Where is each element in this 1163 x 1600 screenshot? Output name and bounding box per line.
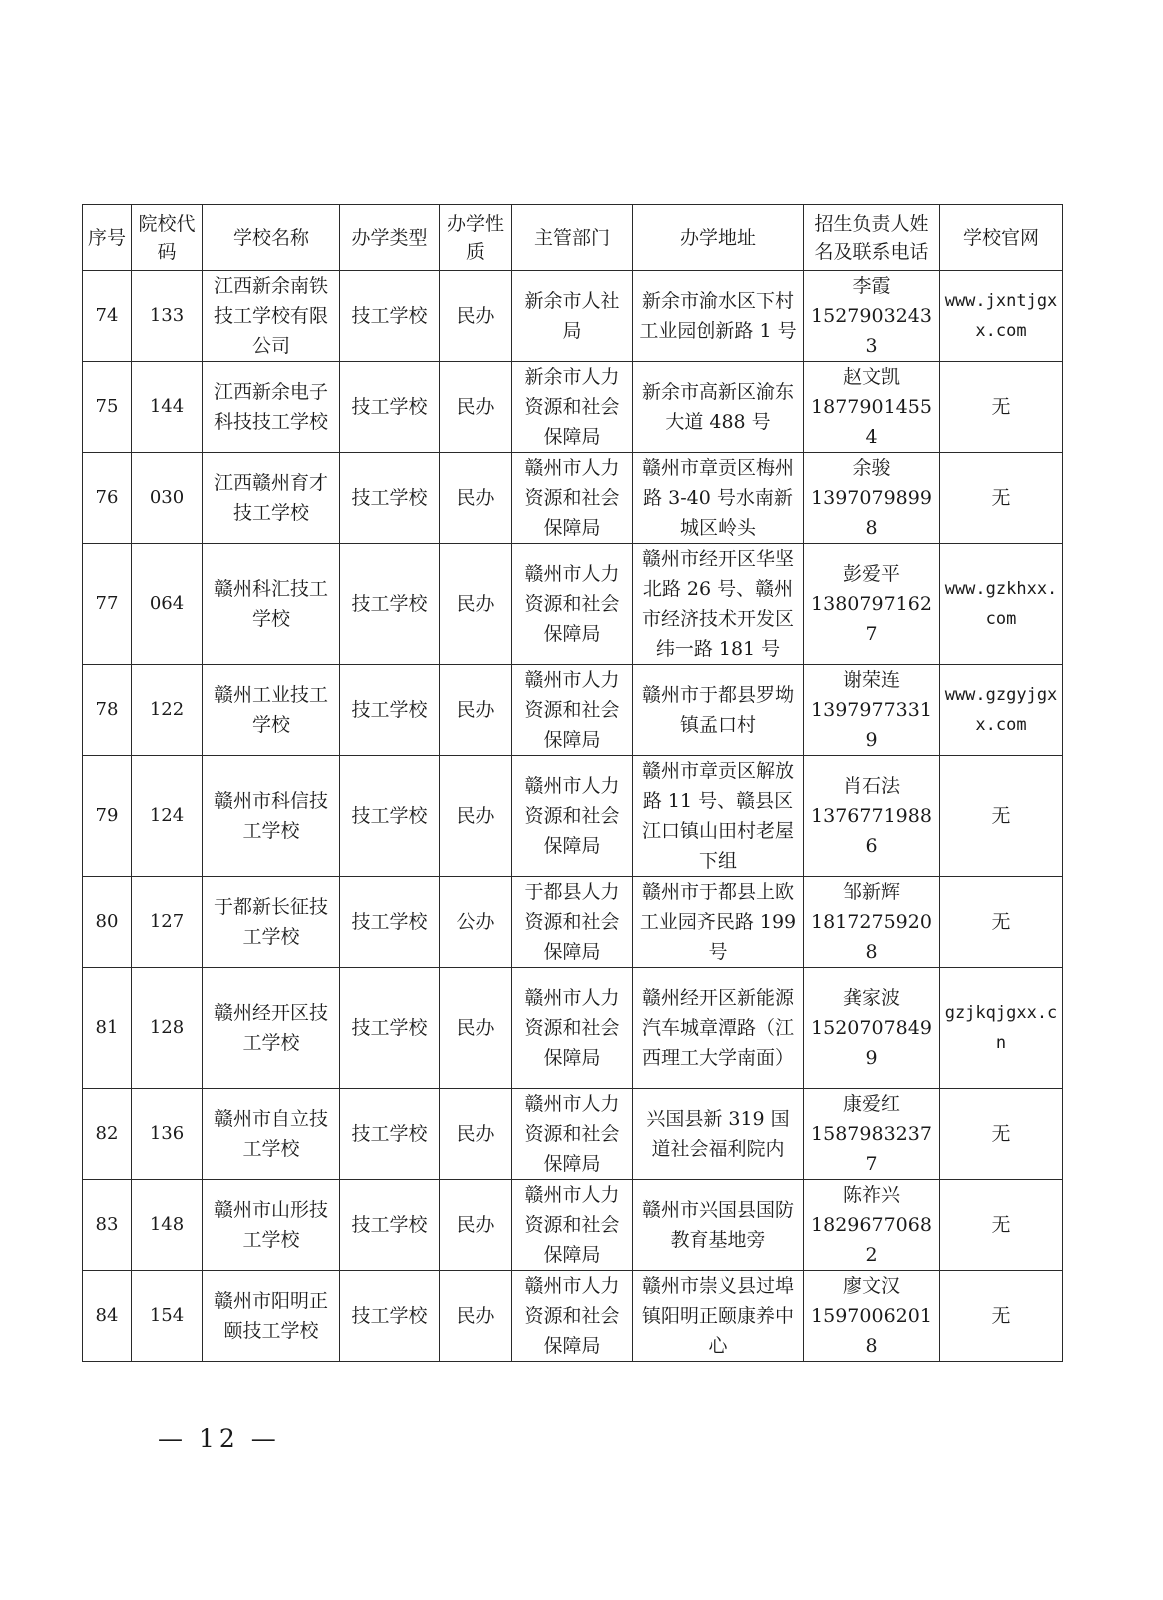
- cell-seq: 76: [83, 453, 132, 544]
- contact-phone: 15970062018: [811, 1305, 932, 1357]
- cell-nature: 民办: [440, 271, 512, 362]
- cell-dept: 赣州市人力资源和社会保障局: [512, 1089, 633, 1180]
- cell-seq: 79: [83, 756, 132, 877]
- cell-dept: 赣州市人力资源和社会保障局: [512, 665, 633, 756]
- cell-code: 127: [132, 877, 203, 968]
- cell-website: 无: [940, 1271, 1063, 1362]
- contact-phone: 18779014554: [811, 396, 932, 448]
- table-row: [83, 756, 1063, 877]
- cell-contact: [804, 1271, 940, 1362]
- cell-code: 064: [132, 544, 203, 665]
- cell-website: 无: [940, 877, 1063, 968]
- cell-code: 133: [132, 271, 203, 362]
- cell-contact: [804, 1180, 940, 1271]
- cell-address: 兴国县新 319 国道社会福利院内: [633, 1089, 804, 1180]
- cell-website: 无: [940, 1180, 1063, 1271]
- cell-code: 148: [132, 1180, 203, 1271]
- cell-website: www.jxntjgxx.com: [940, 271, 1063, 362]
- cell-contact: [804, 756, 940, 877]
- cell-dept: 新余市人社局: [512, 271, 633, 362]
- cell-nature: 民办: [440, 756, 512, 877]
- cell-name: 江西新余南铁技工学校有限公司: [203, 271, 340, 362]
- header-type: 办学类型: [340, 205, 440, 271]
- cell-name: 赣州市山形技工学校: [203, 1180, 340, 1271]
- table-row: [83, 362, 1063, 453]
- cell-nature: 民办: [440, 1180, 512, 1271]
- contact-phone: 18172759208: [811, 911, 932, 963]
- cell-name: 赣州科汇技工学校: [203, 544, 340, 665]
- cell-address: 赣州市经开区华坚北路 26 号、赣州市经济技术开发区纬一路 181 号: [633, 544, 804, 665]
- contact-name: 陈祚兴: [842, 1184, 900, 1206]
- cell-website: 无: [940, 756, 1063, 877]
- header-contact: 招生负责人姓名及联系电话: [804, 205, 940, 271]
- cell-name: 赣州经开区技工学校: [203, 968, 340, 1089]
- header-code: 院校代码: [132, 205, 203, 271]
- cell-dept: 赣州市人力资源和社会保障局: [512, 756, 633, 877]
- contact-name: 李霞: [852, 275, 891, 297]
- contact-name: 彭爱平: [842, 563, 900, 585]
- cell-name: 江西赣州育才技工学校: [203, 453, 340, 544]
- cell-nature: 民办: [440, 544, 512, 665]
- cell-address: 赣州市崇义县过埠镇阳明正颐康养中心: [633, 1271, 804, 1362]
- contact-name: 康爱红: [842, 1093, 900, 1115]
- contact-name: 谢荣连: [842, 669, 900, 691]
- cell-dept: 于都县人力资源和社会保障局: [512, 877, 633, 968]
- table-row: [83, 877, 1063, 968]
- header-name: 学校名称: [203, 205, 340, 271]
- contact-phone: 15279032433: [811, 305, 932, 357]
- table-header-row: [83, 205, 1063, 271]
- cell-website: 无: [940, 1089, 1063, 1180]
- header-dept: 主管部门: [512, 205, 633, 271]
- cell-nature: 民办: [440, 1089, 512, 1180]
- cell-address: 赣州市于都县罗坳镇孟口村: [633, 665, 804, 756]
- cell-seq: 77: [83, 544, 132, 665]
- cell-contact: [804, 665, 940, 756]
- contact-name: 肖石法: [842, 775, 900, 797]
- cell-contact: [804, 1089, 940, 1180]
- cell-address: 新余市渝水区下村工业园创新路 1 号: [633, 271, 804, 362]
- cell-type: 技工学校: [340, 271, 440, 362]
- cell-seq: 81: [83, 968, 132, 1089]
- cell-dept: 赣州市人力资源和社会保障局: [512, 453, 633, 544]
- cell-contact: [804, 453, 940, 544]
- contact-phone: 15207078499: [811, 1017, 932, 1069]
- cell-website: www.gzkhxx.com: [940, 544, 1063, 665]
- cell-website: www.gzgyjgxx.com: [940, 665, 1063, 756]
- table-row: [83, 968, 1063, 1089]
- table-row: [83, 453, 1063, 544]
- contact-phone: 18296770682: [811, 1214, 932, 1266]
- cell-address: 赣州经开区新能源汽车城章潭路（江西理工大学南面）: [633, 968, 804, 1089]
- cell-seq: 80: [83, 877, 132, 968]
- cell-nature: 民办: [440, 1271, 512, 1362]
- cell-type: 技工学校: [340, 968, 440, 1089]
- cell-nature: 民办: [440, 968, 512, 1089]
- cell-type: 技工学校: [340, 453, 440, 544]
- cell-nature: 民办: [440, 362, 512, 453]
- header-seq: 序号: [83, 205, 132, 271]
- contact-phone: 13767719886: [811, 805, 932, 857]
- contact-name: 廖文汉: [842, 1275, 900, 1297]
- cell-type: 技工学校: [340, 877, 440, 968]
- cell-address: 赣州市于都县上欧工业园齐民路 199 号: [633, 877, 804, 968]
- header-nature: 办学性质: [440, 205, 512, 271]
- cell-code: 030: [132, 453, 203, 544]
- header-website: 学校官网: [940, 205, 1063, 271]
- cell-website: 无: [940, 362, 1063, 453]
- contact-phone: 13979773319: [811, 699, 932, 751]
- cell-dept: 赣州市人力资源和社会保障局: [512, 544, 633, 665]
- cell-name: 赣州市科信技工学校: [203, 756, 340, 877]
- cell-seq: 82: [83, 1089, 132, 1180]
- contact-name: 余骏: [852, 457, 891, 479]
- cell-code: 136: [132, 1089, 203, 1180]
- cell-dept: 赣州市人力资源和社会保障局: [512, 1271, 633, 1362]
- cell-seq: 74: [83, 271, 132, 362]
- cell-seq: 83: [83, 1180, 132, 1271]
- cell-type: 技工学校: [340, 544, 440, 665]
- cell-code: 128: [132, 968, 203, 1089]
- cell-contact: [804, 271, 940, 362]
- schools-table: [82, 204, 1063, 1362]
- cell-website: gzjkqjgxx.cn: [940, 968, 1063, 1089]
- cell-address: 赣州市章贡区梅州路 3-40 号水南新城区岭头: [633, 453, 804, 544]
- cell-website: 无: [940, 453, 1063, 544]
- cell-code: 154: [132, 1271, 203, 1362]
- cell-name: 于都新长征技工学校: [203, 877, 340, 968]
- cell-nature: 公办: [440, 877, 512, 968]
- cell-contact: [804, 968, 940, 1089]
- table-row: [83, 1180, 1063, 1271]
- table-row: [83, 271, 1063, 362]
- table-row: [83, 1089, 1063, 1180]
- cell-type: 技工学校: [340, 1089, 440, 1180]
- page-number: — 12 —: [158, 1424, 280, 1453]
- cell-nature: 民办: [440, 453, 512, 544]
- cell-seq: 84: [83, 1271, 132, 1362]
- cell-dept: 新余市人力资源和社会保障局: [512, 362, 633, 453]
- cell-name: 江西新余电子科技技工学校: [203, 362, 340, 453]
- cell-name: 赣州工业技工学校: [203, 665, 340, 756]
- contact-name: 赵文凯: [842, 366, 900, 388]
- cell-type: 技工学校: [340, 665, 440, 756]
- cell-contact: [804, 544, 940, 665]
- cell-code: 124: [132, 756, 203, 877]
- cell-contact: [804, 362, 940, 453]
- cell-name: 赣州市阳明正颐技工学校: [203, 1271, 340, 1362]
- cell-address: 赣州市章贡区解放路 11 号、赣县区江口镇山田村老屋下组: [633, 756, 804, 877]
- contact-name: 龚家波: [842, 987, 900, 1009]
- cell-dept: 赣州市人力资源和社会保障局: [512, 968, 633, 1089]
- cell-name: 赣州市自立技工学校: [203, 1089, 340, 1180]
- cell-seq: 75: [83, 362, 132, 453]
- cell-type: 技工学校: [340, 756, 440, 877]
- contact-phone: 15879832377: [811, 1123, 932, 1175]
- cell-type: 技工学校: [340, 1180, 440, 1271]
- cell-address: 赣州市兴国县国防教育基地旁: [633, 1180, 804, 1271]
- header-address: 办学地址: [633, 205, 804, 271]
- table-row: [83, 544, 1063, 665]
- cell-seq: 78: [83, 665, 132, 756]
- table-row: [83, 665, 1063, 756]
- cell-contact: [804, 877, 940, 968]
- cell-type: 技工学校: [340, 362, 440, 453]
- table-row: [83, 1271, 1063, 1362]
- cell-code: 122: [132, 665, 203, 756]
- cell-address: 新余市高新区渝东大道 488 号: [633, 362, 804, 453]
- cell-type: 技工学校: [340, 1271, 440, 1362]
- cell-nature: 民办: [440, 665, 512, 756]
- cell-code: 144: [132, 362, 203, 453]
- contact-phone: 13970798998: [811, 487, 932, 539]
- contact-name: 邹新辉: [842, 881, 900, 903]
- contact-phone: 13807971627: [811, 593, 932, 645]
- cell-dept: 赣州市人力资源和社会保障局: [512, 1180, 633, 1271]
